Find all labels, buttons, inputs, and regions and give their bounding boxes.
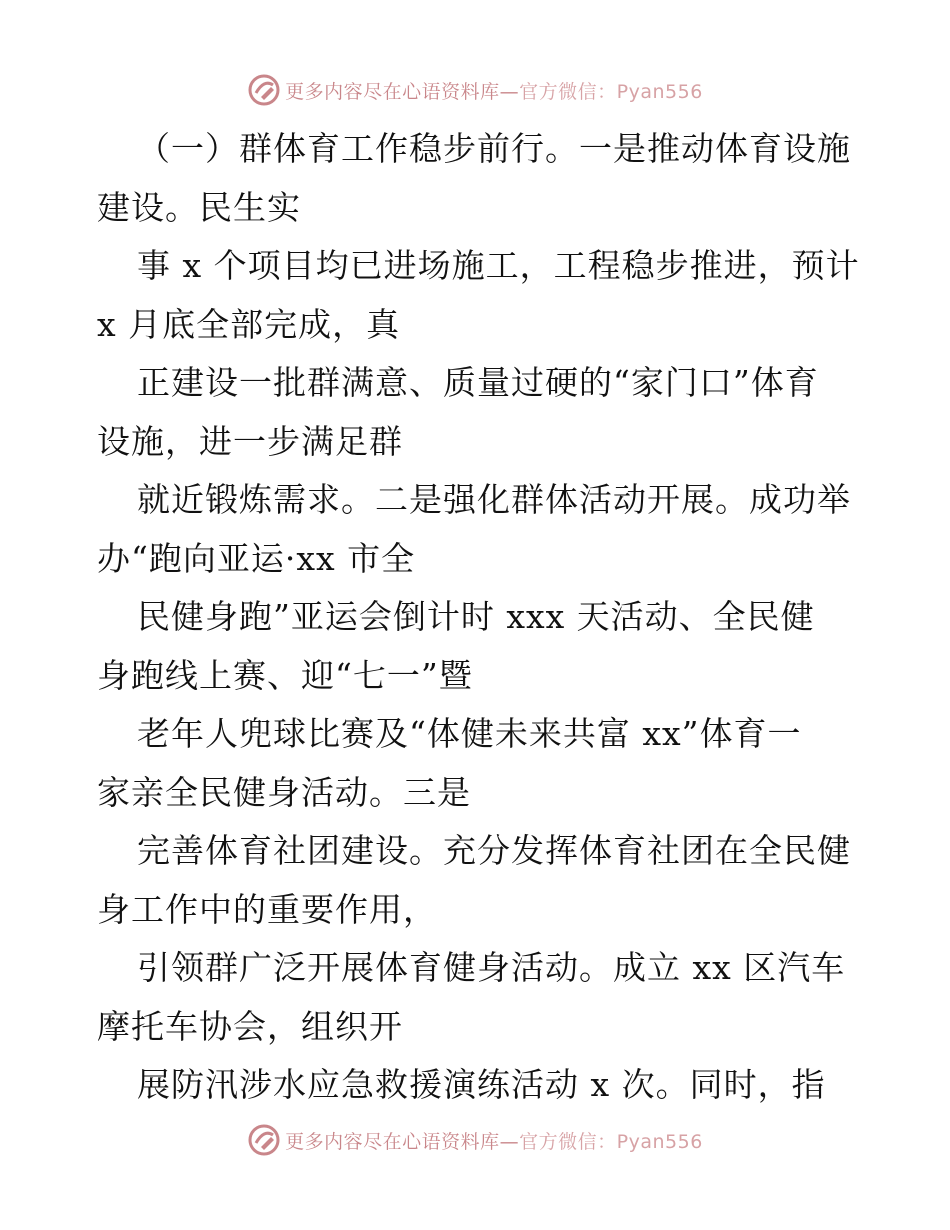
text-line: 民健身跑”亚运会倒计时 xxx 天活动、全民健 — [137, 597, 815, 636]
document-body — [97, 120, 860, 1115]
logo-icon — [247, 1123, 281, 1157]
text-line: 设施，进一步满足群 — [97, 421, 403, 461]
watermark-text: 更多内容尽在心语资料库—官方微信：Pyan556 — [285, 1130, 703, 1153]
text-line: 正建设一批群满意、质量过硬的“家门口”体育 — [137, 363, 819, 402]
text-line: 办“跑向亚运·xx 市全 — [97, 538, 416, 578]
header-watermark — [0, 72, 950, 108]
text-line: 引领群广泛开展体育健身活动。成立 xx 区汽车 — [137, 948, 846, 987]
watermark-text: 更多内容尽在心语资料库—官方微信：Pyan556 — [285, 80, 703, 103]
text-line: 老年人兜球比赛及“体健未来共富 xx”体育一 — [137, 714, 802, 753]
text-line: 身跑线上赛、迎“七一”暨 — [97, 655, 473, 695]
text-line: （一）群体育工作稳步前行。一是推动体育设施 — [137, 129, 851, 168]
text-line: 摩托车协会，组织开 — [97, 1006, 403, 1046]
text-line: 建设。民生实 — [97, 187, 301, 227]
logo-icon — [247, 73, 281, 107]
text-line: 就近锻炼需求。二是强化群体活动开展。成功举 — [137, 480, 851, 519]
text-line: 完善体育社团建设。充分发挥体育社团在全民健 — [137, 831, 851, 870]
text-line: 展防汛涉水应急救援演练活动 x 次。同时，指 — [137, 1065, 826, 1104]
text-line: x 月底全部完成，真 — [97, 304, 401, 344]
text-line: 事 x 个项目均已进场施工，工程稳步推进，预计 — [137, 246, 860, 285]
text-line: 家亲全民健身活动。三是 — [97, 772, 471, 812]
footer-watermark — [0, 1122, 950, 1158]
text-line: 身工作中的重要作用， — [97, 889, 437, 929]
